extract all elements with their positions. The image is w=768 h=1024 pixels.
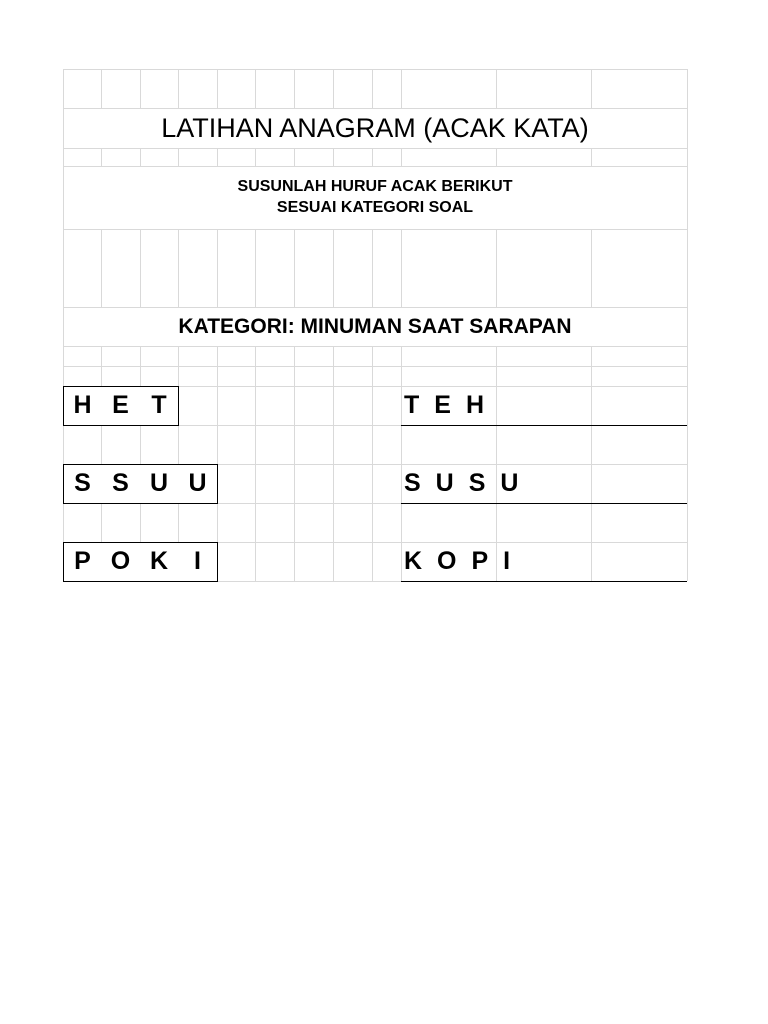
gridline — [63, 229, 687, 230]
gridline — [63, 148, 687, 149]
gridline — [401, 229, 402, 307]
gridline — [591, 229, 592, 307]
gridline — [101, 69, 102, 108]
gridline — [333, 69, 334, 108]
answer-text: KOPI — [404, 547, 526, 575]
answer-text: SUSU — [404, 469, 534, 497]
gridline — [372, 69, 373, 108]
gridline — [178, 148, 179, 166]
letter-tile: O — [101, 542, 141, 582]
instruction-line-2: SESUAI KATEGORI SOAL — [276, 199, 474, 216]
gridline — [591, 148, 592, 166]
gridline — [101, 148, 102, 166]
category-heading: KATEGORI: MINUMAN SAAT SARAPAN — [178, 315, 572, 338]
gridline — [372, 229, 373, 307]
gridline — [101, 229, 102, 307]
answer-text: TEH — [404, 391, 499, 419]
letter-tile: H — [63, 386, 102, 426]
letter-tile: T — [140, 386, 179, 426]
gridline — [178, 229, 179, 307]
worksheet-title: LATIHAN ANAGRAM (ACAK KATA) — [161, 113, 589, 143]
gridline — [496, 229, 497, 307]
gridline — [255, 69, 256, 108]
gridline — [294, 148, 295, 166]
gridline — [333, 148, 334, 166]
gridline — [294, 229, 295, 307]
gridline — [63, 166, 687, 167]
letter-tile: I — [178, 542, 218, 582]
gridline — [140, 148, 141, 166]
gridline — [217, 148, 218, 166]
gridline — [294, 69, 295, 108]
letter-tile: K — [140, 542, 179, 582]
gridline — [401, 148, 402, 166]
gridline — [63, 69, 687, 70]
gridline — [63, 366, 687, 367]
letter-tile: U — [140, 464, 179, 504]
gridline — [63, 346, 687, 347]
instruction-text — [63, 176, 687, 218]
gridline — [140, 69, 141, 108]
gridline — [140, 229, 141, 307]
gridline — [372, 148, 373, 166]
answer-underline — [401, 425, 687, 426]
gridline — [255, 229, 256, 307]
gridline — [401, 69, 402, 108]
gridline — [217, 229, 218, 307]
gridline — [333, 229, 334, 307]
letter-tile: S — [63, 464, 102, 504]
letter-tile: P — [63, 542, 102, 582]
gridline — [496, 148, 497, 166]
gridline — [255, 148, 256, 166]
letter-tile: S — [101, 464, 141, 504]
gridline — [178, 69, 179, 108]
gridline — [496, 69, 497, 108]
answer-underline — [401, 581, 687, 582]
gridline — [687, 69, 688, 581]
answer-underline — [401, 503, 687, 504]
instruction-line-1: SUSUNLAH HURUF ACAK BERIKUT — [237, 178, 513, 195]
gridline — [217, 69, 218, 108]
letter-tile: E — [101, 386, 141, 426]
gridline — [591, 69, 592, 108]
letter-tile: U — [178, 464, 218, 504]
